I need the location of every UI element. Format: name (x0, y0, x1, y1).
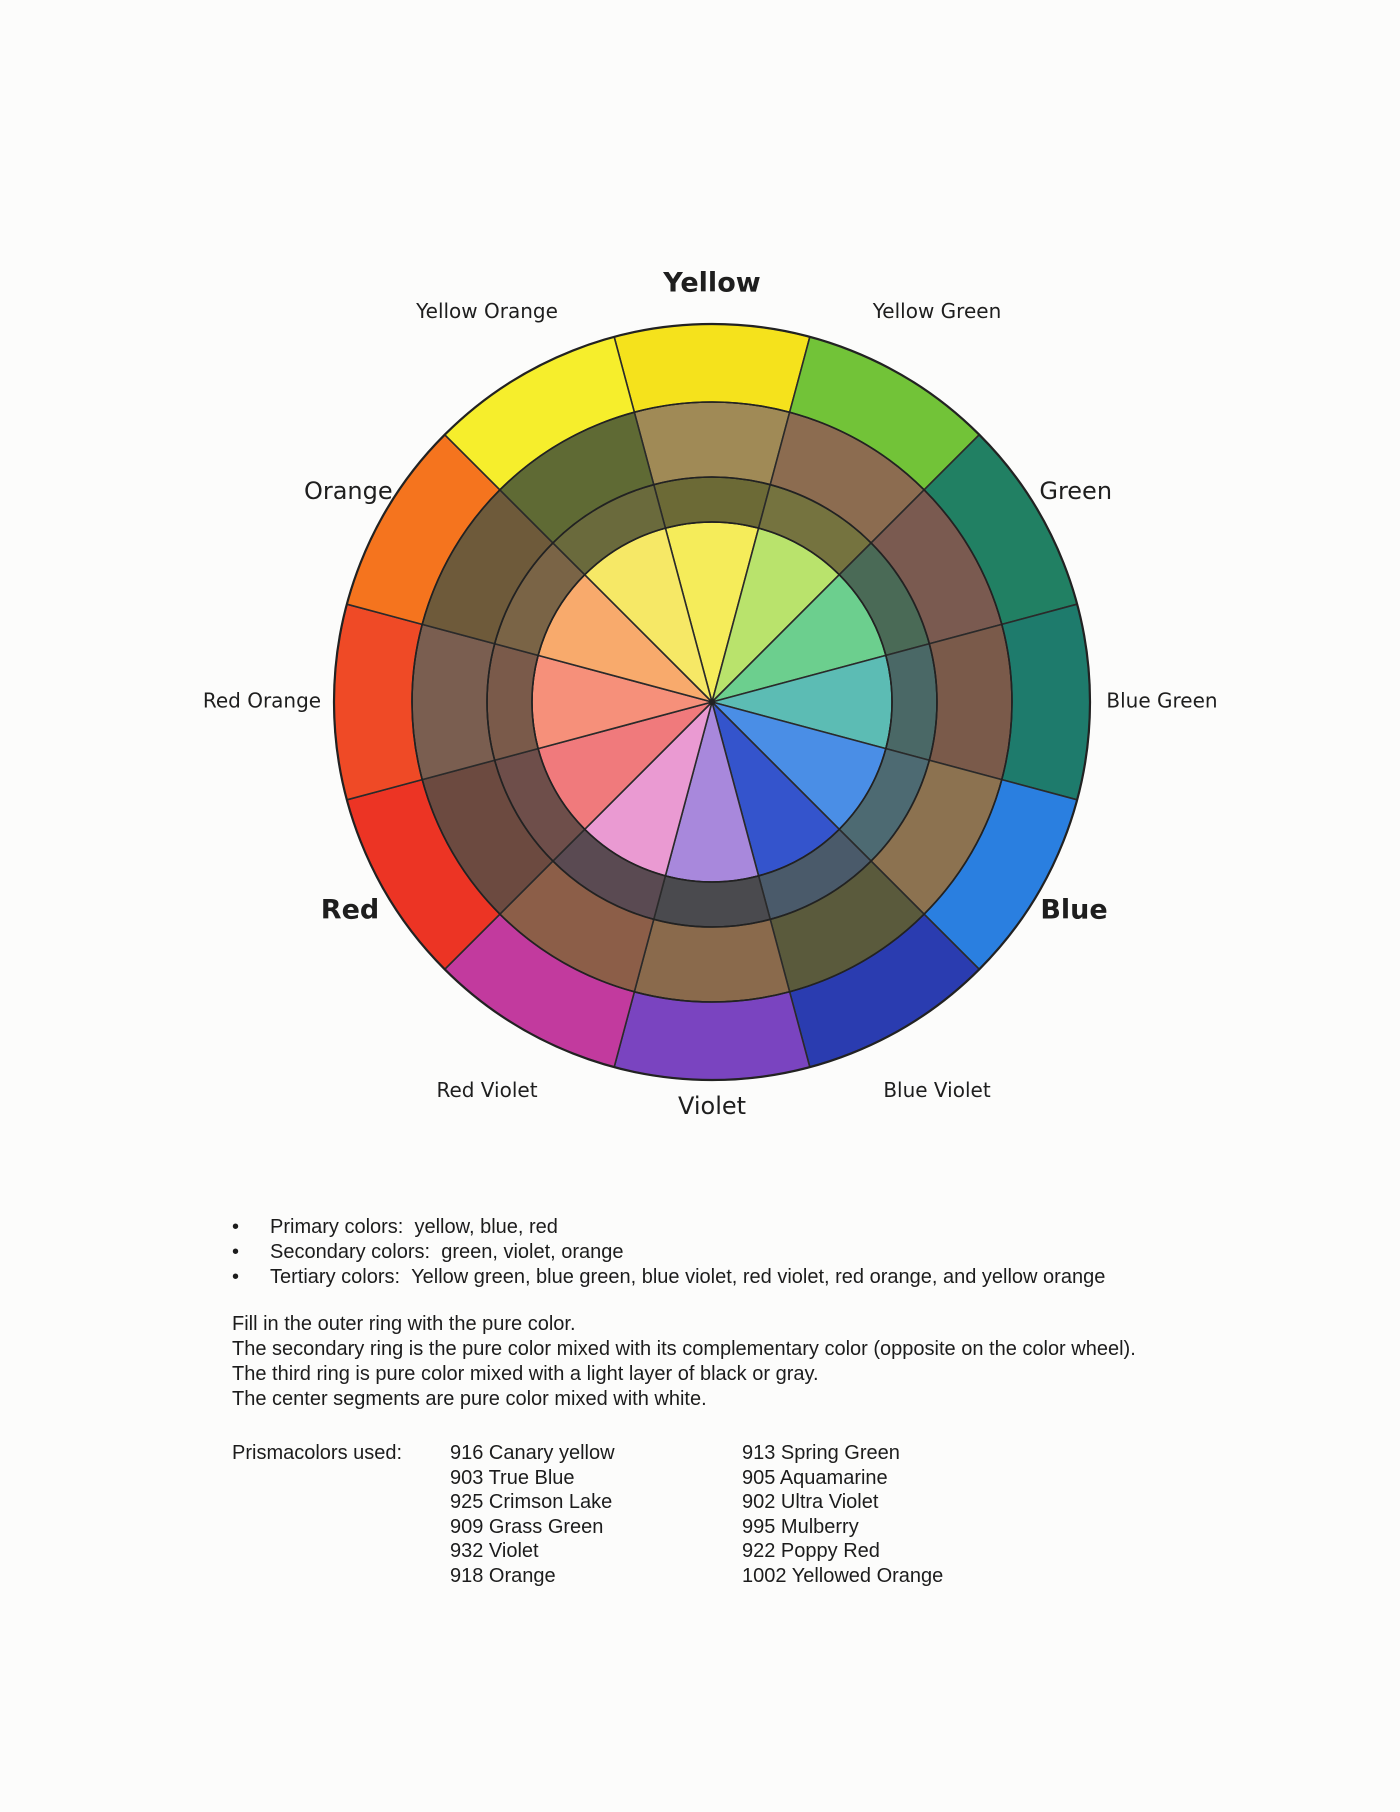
color-type-label: Secondary colors: (270, 1241, 431, 1263)
label-green: Green (1039, 477, 1113, 505)
prismacolors-label: Prismacolors used: (232, 1442, 403, 1464)
prismacolor-item: 903 True Blue (450, 1466, 575, 1489)
instruction-line: Fill in the outer ring with the pure color. (232, 1313, 576, 1335)
prismacolor-item: 995 Mulberry (742, 1515, 859, 1538)
prismacolor-item: 902 Ultra Violet (742, 1491, 879, 1513)
prismacolor-item: 913 Spring Green (742, 1442, 900, 1464)
yellow-second-segment (634, 402, 789, 485)
prismacolor-item: 932 Violet (450, 1540, 539, 1562)
label-blue-green: Blue Green (1106, 688, 1218, 713)
blue-green-third-segment (886, 644, 937, 760)
violet-outer-segment (614, 992, 810, 1080)
violet-third-segment (654, 876, 770, 927)
prismacolors-column-1 (450, 1441, 615, 1588)
color-type-value: yellow, blue, red (414, 1216, 558, 1238)
color-types-list (232, 1215, 1232, 1290)
instruction-line: The center segments are pure color mixed with white. (232, 1388, 707, 1410)
prismacolor-item: 918 Orange (450, 1564, 556, 1587)
instructions (232, 1312, 1232, 1412)
instruction-line: The third ring is pure color mixed with a light layer of black or gray. (232, 1363, 819, 1385)
red-orange-outer-segment (334, 604, 422, 800)
prismacolor-item: 922 Poppy Red (742, 1540, 880, 1562)
yellow-third-segment (654, 477, 770, 528)
red-orange-third-segment (487, 644, 538, 760)
color-type-label: Primary colors: (270, 1216, 404, 1238)
color-type-item (232, 1265, 1232, 1290)
yellow-outer-segment (614, 324, 810, 412)
blue-green-outer-segment (1002, 604, 1090, 800)
label-red-violet: Red Violet (436, 1078, 538, 1103)
color-type-label: Tertiary colors: (270, 1266, 401, 1288)
label-yellow: Yellow (663, 267, 761, 299)
color-type-value: Yellow green, blue green, blue violet, red violet, red orange, and yellow orange (411, 1266, 1106, 1288)
label-blue-violet: Blue Violet (883, 1078, 991, 1103)
label-orange: Orange (303, 477, 393, 505)
label-violet: Violet (677, 1092, 747, 1120)
color-type-value: green, violet, orange (441, 1241, 624, 1263)
prismacolor-item: 925 Crimson Lake (450, 1491, 613, 1513)
color-type-item (232, 1240, 1232, 1265)
label-yellow-green: Yellow Green (872, 298, 1002, 323)
prismacolor-item: 909 Grass Green (450, 1515, 604, 1538)
instruction-line: The secondary ring is the pure color mixed with its complementary color (opposite on the color wheel). (232, 1338, 1136, 1360)
color-type-item (232, 1215, 1232, 1240)
blue-green-second-segment (929, 624, 1012, 779)
prismacolor-item: 916 Canary yellow (450, 1442, 615, 1464)
label-red-orange: Red Orange (202, 688, 322, 713)
spacer (232, 1290, 1232, 1312)
label-blue: Blue (1040, 894, 1108, 926)
label-red: Red (320, 894, 380, 926)
red-orange-second-segment (412, 624, 495, 779)
prismacolor-item: 905 Aquamarine (742, 1466, 888, 1489)
prismacolors-column-2 (742, 1441, 943, 1588)
center-point (709, 699, 715, 705)
violet-second-segment (634, 919, 789, 1002)
prismacolor-item: 1002 Yellowed Orange (742, 1564, 944, 1587)
notes-section (232, 1215, 1232, 1412)
label-yellow-orange: Yellow Orange (416, 298, 558, 323)
